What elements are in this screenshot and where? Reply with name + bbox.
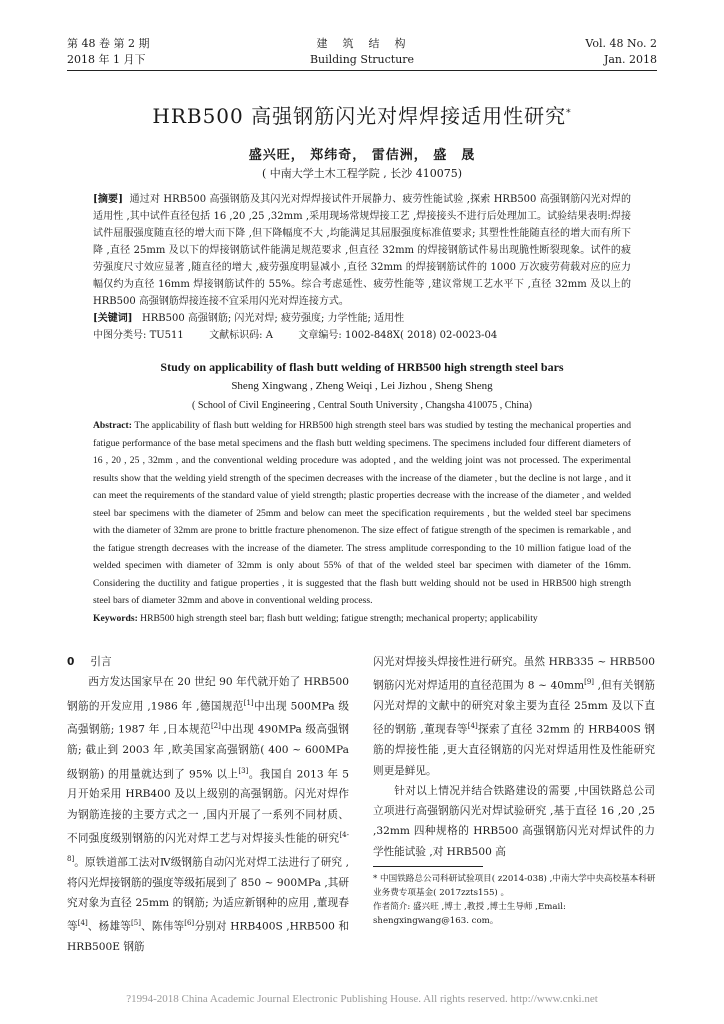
citation-2[interactable]: [2] [210, 722, 221, 731]
keywords-text-zh: HRB500 高强钢筋; 闪光对焊; 疲劳强度; 力学性能; 适用性 [142, 313, 405, 324]
intro-paragraph-1-cont [373, 652, 655, 781]
keywords-en [93, 610, 631, 628]
doc-code-value: A [265, 330, 273, 341]
doc-code-label: 文献标识码: [209, 330, 266, 341]
citation-1[interactable]: [1] [243, 698, 254, 707]
text-run: 西方发达国家早在 20 世纪 90 年代就开始了 HRB500 钢筋的开发应用 ,1986 年 ,德国规范 [67, 676, 349, 713]
classification-line [93, 327, 631, 344]
authors-en: Sheng Xingwang , Zheng Weiqi , Lei Jizhou , Sheng Sheng [231, 380, 493, 392]
title-text-zh: HRB500 高强钢筋闪光对焊焊接适用性研究 [152, 104, 567, 128]
intro-paragraph-1 [67, 672, 349, 957]
keywords-text-en: HRB500 high strength steel bar; flash butt welding; fatigue strength; mechanical property; applicability [140, 612, 538, 624]
body-column-left [67, 652, 349, 957]
text-run: 中出现 500MPa 级高强钢筋; 1987 年 ,日本规范 [67, 700, 349, 736]
abstract-text-en: The applicability of flash butt welding for HRB500 high strength steel bars was studied by testing the mechanical properties and fatigue performance of the base metal specimens and the flash butt welding specimens. The specimens included four different diameters of 16 , 20 , 25 , 32mm , and the conventional welding procedure was adopted , and the welding joint was not processed. The experimental results show that the welding yield strength of the specimen decreases with the increase of the diameter , but the decline is not large , and it can meet the requirements of the standard value of yield strength; plastic properties decrease with the increase of the diameter , and welded steel bar specimens with the diameter of 25mm and below can meet the specification requirements , but the welded steel bar specimens with the diameter of 32mm are prone to brittle fracture phenomenon. The size effect of fatigue strength of the specimen is remarkable , and the fatigue strength decreases with the increase of the diameter. The stress amplitude corresponding to the 10 million fatigue load of the welded specimen with diameter of 32mm is only about 55% of that of the welded steel bar specimen with diameter of the 16mm. Considering the ductility and fatigue properties , it is suggested that the flash butt welding should not be used in HRB500 high strength steel bars of diameter 32mm and above in conventional welding process. [93, 420, 631, 606]
issue-date-zh: 2018 年 1 月下 [67, 53, 146, 66]
paper-title-en: Study on applicability of flash butt welding of HRB500 high strength steel bars [160, 360, 564, 374]
paper-title-zh [67, 100, 657, 129]
section-heading-intro [67, 652, 349, 672]
running-header [67, 36, 657, 70]
text-run: 闪光对焊接头焊接性进行研究。虽然 HRB335 ~ HRB500 钢筋闪光对焊适用的直径范围为 8 ~ 40mm [373, 656, 655, 692]
footnote-fund: * 中国铁路总公司科研试验项目( z2014-038) ,中南大学中央高校基本科研业务费专项基金( 2017zzts155) 。 [373, 874, 656, 898]
authors-zh: 盛兴旺， 郑纬奇， 雷佶洲， 盛 晟 [248, 148, 476, 163]
volume-issue-zh: 第 48 卷 第 2 期 [67, 37, 150, 50]
abstract-label-zh: [摘要] [93, 194, 123, 205]
intro-paragraph-2: 针对以上情况并结合铁路建设的需要 ,中国铁路总公司立项进行高强钢筋闪光对焊试验研究 ,基于直径 16 ,20 ,25 ,32mm 四种规格的 HRB500 高强钢筋闪光对焊试件的力学性能试验 ,对 HRB500 高 [373, 784, 655, 858]
citation-5[interactable]: [5] [131, 919, 141, 928]
volume-issue-en: Vol. 48 No. 2 [585, 37, 657, 50]
copyright-watermark: ?1994-2018 China Academic Journal Electronic Publishing House. All rights reserved. http://www.cnki.net [126, 993, 598, 1005]
abstract-en-block [93, 417, 631, 627]
header-rule [67, 70, 657, 71]
footnote-rule [373, 866, 483, 867]
keywords-label-zh: [关键词] [93, 313, 133, 324]
clc-value: TU511 [149, 330, 184, 341]
section-number: 0 [67, 656, 75, 668]
affiliation-en: ( School of Civil Engineering , Central South University , Changsha 410075 , China) [192, 400, 532, 411]
text-run: 中出现 490MPa 级高强钢筋; 截止到 2003 年 ,欧美国家高强钢筋( 400 ~ 600MPa 级钢筋) 的用量就达到了 95% 以上 [67, 723, 349, 781]
text-run: 。我国自 2013 年 5 月开始采用 HRB400 及以上级别的高强钢筋。闪光对焊作为钢筋连接的主要方式之一 ,国内开展了一系列不同材质、不同强度级别钢筋的闪光对焊工艺与对焊接头性能的研究 [67, 768, 349, 845]
section-title: 引言 [90, 656, 112, 668]
footnote-author: 作者简介: 盛兴旺 ,博士 ,教授 ,博士生导师 ,Email: shengxingwang@163. com。 [373, 902, 566, 926]
journal-name-zh: 建 筑 结 构 [316, 37, 408, 50]
keywords-label-en: Keywords: [93, 612, 138, 624]
footnote-block [373, 872, 657, 928]
text-run: 分别对 HRB400S ,HRB500 和 HRB500E 钢筋 [67, 920, 350, 954]
abstract-label-en: Abstract: [93, 420, 132, 431]
citation-4[interactable]: [4] [77, 919, 88, 928]
citation-6[interactable]: [6] [184, 919, 195, 928]
text-run: 、杨雄等 [87, 920, 132, 933]
header-right [585, 36, 657, 68]
citation-3[interactable]: [3] [238, 766, 249, 775]
issue-date-en: Jan. 2018 [603, 53, 657, 66]
citation-4-second[interactable]: [4] [467, 722, 478, 731]
citation-9[interactable]: [9] [584, 678, 595, 687]
citation-4-8[interactable]: [4-8] [67, 830, 349, 863]
header-center [67, 36, 657, 68]
abstract-text-zh: 通过对 HRB500 高强钢筋及其闪光对焊焊接试件开展静力、疲劳性能试验 ,探索 HRB500 高强钢筋闪光对焊的适用性 ,其中试件直径包括 16 ,20 ,25 ,32mm ,采用现场常规焊接工艺 ,焊接接头不进行后处理加工。试验结果表明:焊接试件屈服强度随直径的增大而下降 ,但下降幅度不大 ,均能满足其屈服强度标准值要求; 其塑性性能随直径的增大而有所下降 ,直径 25mm 及以下的焊接钢筋试件能满足规范要求 ,但直径 32mm 的焊接钢筋试件易出现脆性断裂现象。试件的疲劳强度尺寸效应显著 ,随直径的增大 ,疲劳强度明显减小 ,直径 32mm 的焊接钢筋试件的 1000 万次疲劳荷载对应的应力幅仅约为直径 16mm 焊接钢筋试件的 55%。综合考虑延性、疲劳性能等 ,建议常规工艺水平下 ,直径 32mm 及以上的 HRB500 高强钢筋焊接连接不宜采用闪光对焊连接方式。 [93, 194, 631, 307]
title-footnote-mark: * [566, 108, 572, 119]
text-run: 探索了直径 32mm 的 HRB400S 钢筋的焊接性能 ,更大直径钢筋的闪光对焊适用性及性能研究则更是鲜见。 [373, 723, 655, 777]
text-run: 。原铁道部工法对Ⅳ级钢筋自动闪光对焊工法进行了研究 ,将闪光焊接钢筋的强度等级拓展到了 850 ~ 900MPa ,其研究对象为直径 25mm 的钢筋; 为适应新钢种的应用 ,董现春等 [67, 856, 349, 933]
abstract-en [93, 417, 631, 610]
journal-name-en: Building Structure [309, 53, 415, 66]
text-run: ,但有关钢筋闪光对焊的文献中的研究对象主要为直径 25mm 及以下直径的钢筋 ,董现春等 [373, 679, 655, 736]
article-no-label: 文章编号: [298, 330, 345, 341]
abstract-zh [93, 191, 631, 310]
keywords-zh [93, 310, 631, 327]
clc-label: 中图分类号: [93, 330, 150, 341]
body-column-right [373, 652, 655, 862]
text-run: 、陈伟等 [140, 920, 185, 933]
abstract-zh-block [93, 191, 631, 344]
article-no-value: 1002-848X( 2018) 02-0023-04 [344, 330, 498, 341]
affiliation-zh: ( 中南大学土木工程学院 , 长沙 410075) [261, 167, 463, 180]
